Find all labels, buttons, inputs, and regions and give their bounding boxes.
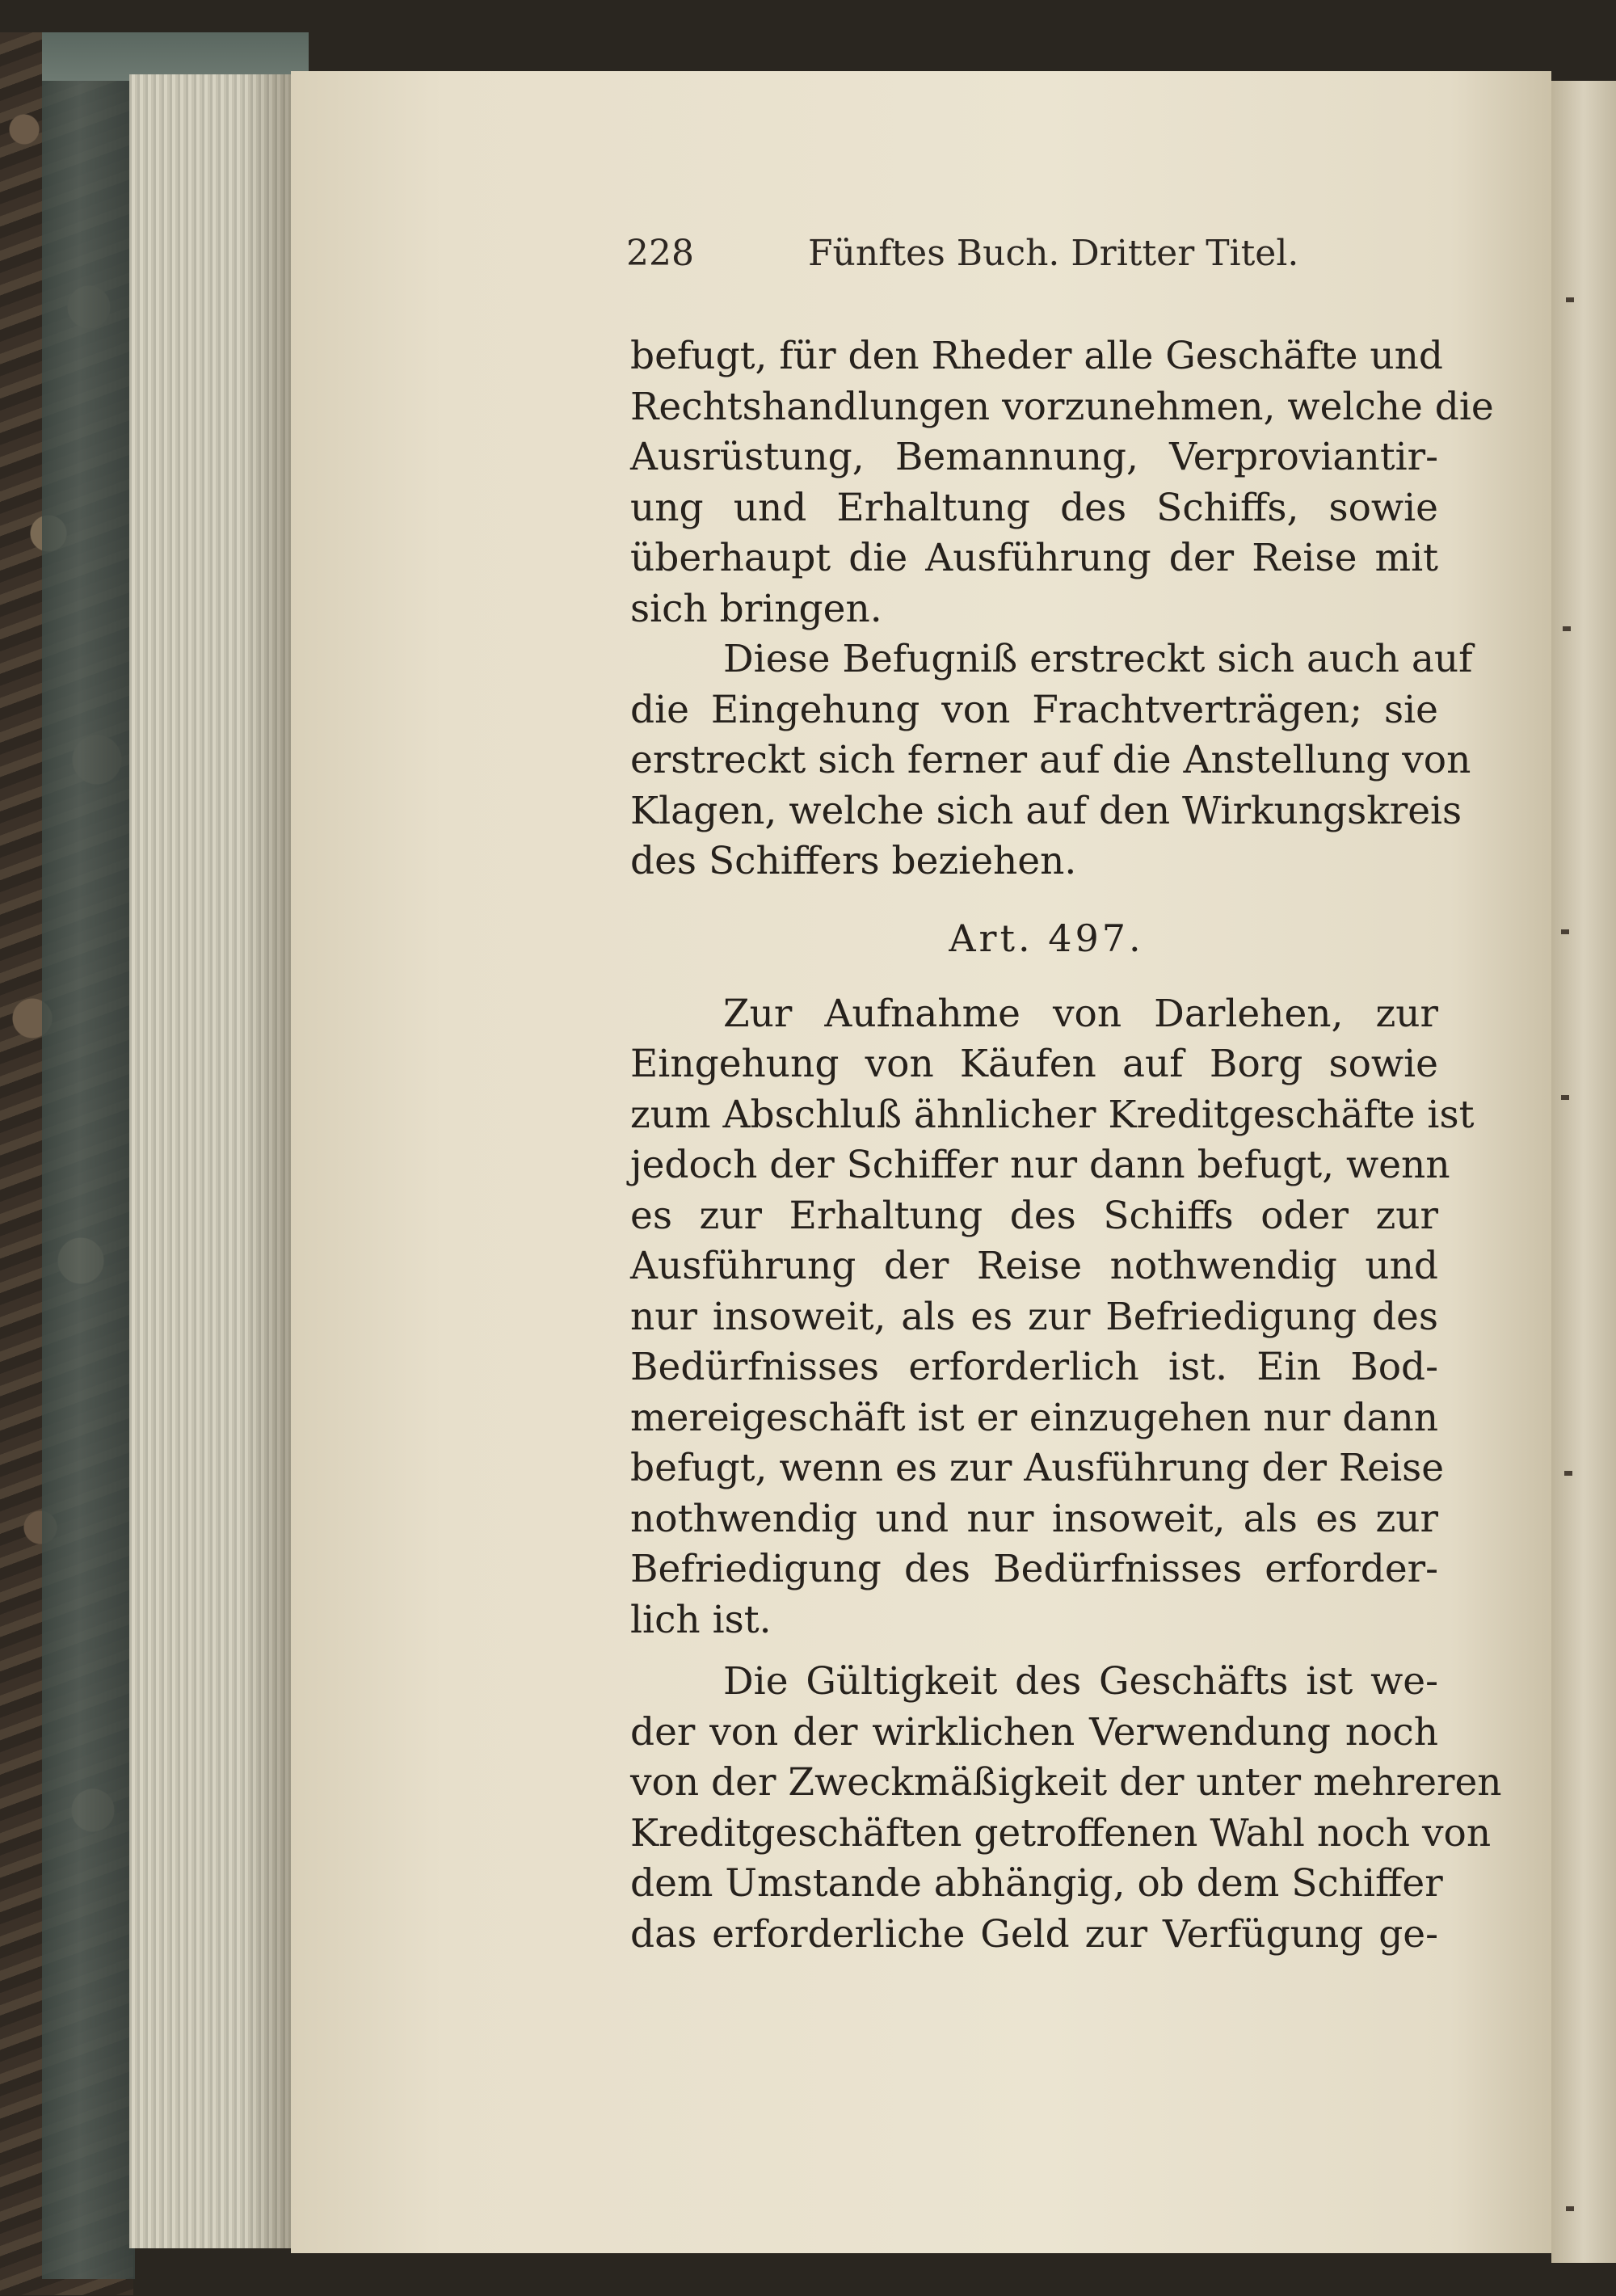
text-line: Befriedigung des Bedürfnisses erforder- <box>630 1547 1438 1591</box>
text-line: Die Gültigkeit des Geschäfts ist we- <box>723 1659 1438 1704</box>
page-number: 228 <box>626 233 694 274</box>
body-text <box>630 331 1502 1960</box>
article-heading: Art. 497. <box>949 916 1144 960</box>
text-line: von der Zweckmäßigkeit der unter mehreren <box>630 1760 1502 1805</box>
edge-mark <box>1561 1095 1569 1100</box>
paragraph <box>630 634 1473 887</box>
text-line: die Eingehung von Frachtverträgen; sie <box>630 687 1438 732</box>
text-line: überhaupt die Ausführung der Reise mit <box>630 536 1438 580</box>
running-title: Fünftes Buch. Dritter Titel. <box>808 233 1299 274</box>
paragraph <box>630 331 1494 634</box>
text-line: ung und Erhaltung des Schiffs, sowie <box>630 485 1438 530</box>
text-line: befugt, wenn es zur Ausführung der Reise <box>630 1446 1445 1490</box>
paragraph-gap <box>630 1645 1438 1657</box>
text-line: zum Abschluß ähnlicher Kreditgeschäfte ist <box>630 1092 1475 1137</box>
paragraph <box>630 1657 1502 1960</box>
text-line: Diese Befugniß erstreckt sich auch auf <box>723 637 1473 681</box>
edge-mark <box>1566 297 1574 302</box>
text-line: erstreckt sich ferner auf die Anstellung von <box>630 738 1471 782</box>
text-line: nothwendig und nur insoweit, als es zur <box>630 1496 1438 1541</box>
text-line: der von der wirklichen Verwendung noch <box>630 1709 1438 1755</box>
cover-top-edge <box>42 32 309 81</box>
text-line: Eingehung von Käufen auf Borg sowie <box>630 1042 1438 1086</box>
paragraph <box>630 989 1475 1646</box>
text-line: Kreditgeschäften getroffenen Wahl noch von <box>630 1810 1492 1856</box>
text-line: befugt, für den Rheder alle Geschäfte und <box>630 334 1443 378</box>
facing-page-edge <box>1551 81 1616 2263</box>
text-line: des Schiffers beziehen. <box>630 839 1077 883</box>
text-line: jedoch der Schiffer nur dann befugt, wenn <box>630 1143 1450 1187</box>
edge-mark <box>1561 929 1569 934</box>
running-head <box>626 233 1299 289</box>
edge-mark <box>1566 2206 1574 2211</box>
text-line: Bedürfnisses erforderlich ist. Ein Bod- <box>630 1345 1438 1389</box>
edge-mark <box>1563 626 1571 631</box>
text-line: das erforderliche Geld zur Verfügung ge- <box>630 1911 1438 1957</box>
text-line: es zur Erhaltung des Schiffs oder zur <box>630 1193 1438 1238</box>
cover-edge <box>42 32 135 2279</box>
text-line: Ausrüstung, Bemannung, Verproviantir- <box>630 435 1438 479</box>
text-line: Zur Aufnahme von Darlehen, zur <box>723 991 1438 1036</box>
text-line: lich ist. <box>630 1597 772 1642</box>
text-line: Rechtshandlungen vorzunehmen, welche die <box>630 384 1494 429</box>
text-line: nur insoweit, als es zur Befriedigung des <box>630 1294 1438 1339</box>
edge-mark <box>1564 1471 1572 1476</box>
text-line: dem Umstande abhängig, ob dem Schiffer <box>630 1861 1443 1906</box>
text-line: Klagen, welche sich auf den Wirkungskreis <box>630 788 1462 833</box>
text-line: mereigeschäft ist er einzugehen nur dann <box>630 1395 1438 1440</box>
text-line: Ausführung der Reise nothwendig und <box>630 1244 1438 1288</box>
text-line: sich bringen. <box>630 586 882 631</box>
